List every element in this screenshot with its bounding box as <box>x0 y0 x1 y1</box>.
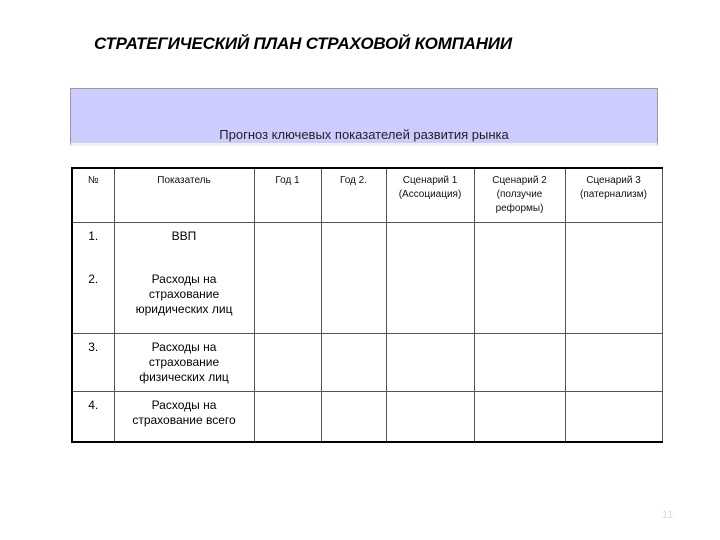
row-number-a: 1. <box>88 228 99 243</box>
cell-year-2[interactable] <box>321 333 386 391</box>
cell-scenario-1[interactable] <box>386 391 474 442</box>
header-number: № <box>72 168 114 222</box>
table-header-row <box>72 168 662 222</box>
row-number: 3. <box>72 333 114 391</box>
page-title: СТРАТЕГИЧЕСКИЙ ПЛАН СТРАХОВОЙ КОМПАНИИ <box>94 34 512 53</box>
header-scenario-2: Сценарий 2 (ползучие реформы) <box>474 168 565 222</box>
table-row <box>72 391 662 442</box>
row-indicator: Расходы на страхование физических лиц <box>114 333 254 391</box>
cell-scenario-1[interactable] <box>386 222 474 333</box>
row-number-b: 2. <box>88 271 99 286</box>
page-number: 11 <box>662 509 674 521</box>
cell-scenario-1[interactable] <box>386 333 474 391</box>
table-row <box>72 222 662 333</box>
cell-scenario-2[interactable] <box>474 333 565 391</box>
cell-scenario-3[interactable] <box>565 222 662 333</box>
row-indicator <box>114 222 254 333</box>
subtitle-text: Прогноз ключевых показателей развития рынка <box>219 127 509 142</box>
cell-year-1[interactable] <box>254 222 321 333</box>
cell-scenario-2[interactable] <box>474 391 565 442</box>
header-scenario-1: Сценарий 1 (Ассоциация) <box>386 168 474 222</box>
cell-year-2[interactable] <box>321 222 386 333</box>
row-number: 4. <box>72 391 114 442</box>
cell-scenario-3[interactable] <box>565 391 662 442</box>
indicator-legal-entities: Расходы на страхование юридических лиц <box>135 271 233 316</box>
cell-year-1[interactable] <box>254 391 321 442</box>
header-indicator: Показатель <box>114 168 254 222</box>
forecast-table <box>71 167 663 443</box>
cell-scenario-2[interactable] <box>474 222 565 333</box>
cell-year-2[interactable] <box>321 391 386 442</box>
row-indicator: Расходы на страхование всего <box>114 391 254 442</box>
row-number <box>72 222 114 333</box>
subtitle-banner <box>70 88 658 146</box>
indicator-gdp: ВВП <box>171 228 197 243</box>
header-scenario-3: Сценарий 3 (патернализм) <box>565 168 662 222</box>
header-year-2: Год 2. <box>321 168 386 222</box>
header-year-1: Год 1 <box>254 168 321 222</box>
cell-year-1[interactable] <box>254 333 321 391</box>
cell-scenario-3[interactable] <box>565 333 662 391</box>
table-row <box>72 333 662 391</box>
